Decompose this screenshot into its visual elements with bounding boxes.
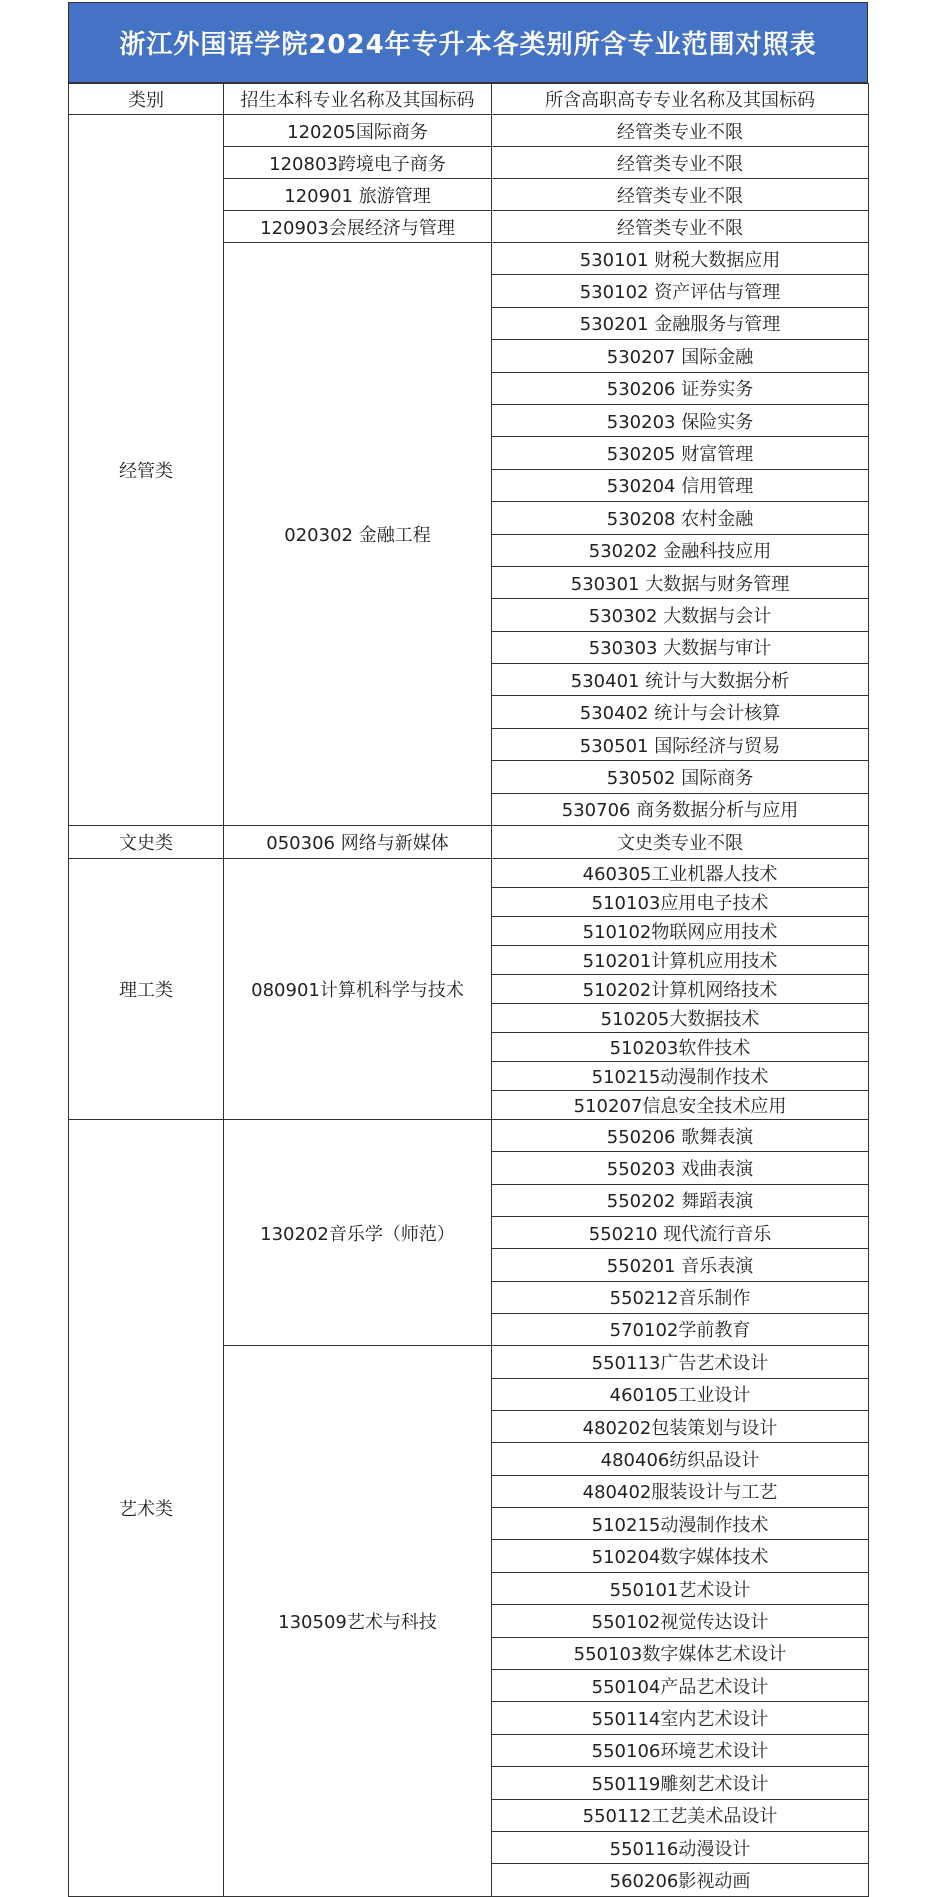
undergrad-major-cell: 130509艺术与科技 [224, 1346, 492, 1897]
vocational-major-cell: 550112工艺美术品设计 [492, 1799, 869, 1831]
major-table [68, 83, 869, 1897]
vocational-major-cell: 550101艺术设计 [492, 1572, 869, 1604]
vocational-major-cell: 530203 保险实务 [492, 404, 869, 436]
vocational-major-cell: 510202计算机网络技术 [492, 975, 869, 1004]
vocational-major-cell: 经管类专业不限 [492, 179, 869, 211]
header-category: 类别 [69, 84, 224, 115]
vocational-major-cell: 550116动漫设计 [492, 1831, 869, 1863]
category-cell: 经管类 [69, 115, 224, 826]
undergrad-major-cell: 120205国际商务 [224, 115, 492, 147]
vocational-major-cell: 570102学前教育 [492, 1313, 869, 1345]
vocational-major-cell: 530201 金融服务与管理 [492, 307, 869, 339]
vocational-major-cell: 530204 信用管理 [492, 469, 869, 501]
vocational-major-cell: 510205大数据技术 [492, 1004, 869, 1033]
vocational-major-cell: 460105工业设计 [492, 1378, 869, 1410]
vocational-major-cell: 530205 财富管理 [492, 437, 869, 469]
undergrad-major-cell: 120903会展经济与管理 [224, 211, 492, 243]
vocational-major-cell: 510103应用电子技术 [492, 888, 869, 917]
undergrad-major-cell: 020302 金融工程 [224, 243, 492, 826]
vocational-major-cell: 510207信息安全技术应用 [492, 1091, 869, 1120]
table-title: 浙江外国语学院2024年专升本各类别所含专业范围对照表 [68, 2, 868, 83]
vocational-major-cell: 530202 金融科技应用 [492, 534, 869, 566]
table-body [69, 115, 869, 1897]
category-cell: 理工类 [69, 859, 224, 1120]
header-vocational-majors: 所含高职高专专业名称及其国标码 [492, 84, 869, 115]
document [68, 2, 868, 1897]
vocational-major-cell: 530706 商务数据分析与应用 [492, 793, 869, 825]
vocational-major-cell: 550119雕刻艺术设计 [492, 1767, 869, 1799]
vocational-major-cell: 560206影视动画 [492, 1864, 869, 1896]
vocational-major-cell: 550103数字媒体艺术设计 [492, 1637, 869, 1669]
vocational-major-cell: 550206 歌舞表演 [492, 1120, 869, 1152]
header-undergrad-major: 招生本科专业名称及其国标码 [224, 84, 492, 115]
table-row [69, 826, 869, 859]
vocational-major-cell: 460305工业机器人技术 [492, 859, 869, 888]
vocational-major-cell: 530206 证券实务 [492, 372, 869, 404]
undergrad-major-cell: 050306 网络与新媒体 [224, 826, 492, 859]
vocational-major-cell: 550113广告艺术设计 [492, 1346, 869, 1378]
vocational-major-cell: 530301 大数据与财务管理 [492, 566, 869, 598]
vocational-major-cell: 550201 音乐表演 [492, 1249, 869, 1281]
vocational-major-cell: 550212音乐制作 [492, 1281, 869, 1313]
undergrad-major-cell: 130202音乐学（师范） [224, 1120, 492, 1346]
vocational-major-cell: 480406纺织品设计 [492, 1443, 869, 1475]
undergrad-major-cell: 080901计算机科学与技术 [224, 859, 492, 1120]
vocational-major-cell: 550203 戏曲表演 [492, 1152, 869, 1184]
vocational-major-cell: 530101 财税大数据应用 [492, 243, 869, 275]
table-row [69, 115, 869, 147]
vocational-major-cell: 经管类专业不限 [492, 115, 869, 147]
vocational-major-cell: 530303 大数据与审计 [492, 631, 869, 663]
category-cell: 艺术类 [69, 1120, 224, 1897]
vocational-major-cell: 550106环境艺术设计 [492, 1734, 869, 1766]
category-cell: 文史类 [69, 826, 224, 859]
vocational-major-cell: 510215动漫制作技术 [492, 1062, 869, 1091]
vocational-major-cell: 文史类专业不限 [492, 826, 869, 859]
vocational-major-cell: 530208 农村金融 [492, 502, 869, 534]
vocational-major-cell: 480402服装设计与工艺 [492, 1475, 869, 1507]
undergrad-major-cell: 120803跨境电子商务 [224, 147, 492, 179]
table-row [69, 1120, 869, 1152]
vocational-major-cell: 530102 资产评估与管理 [492, 275, 869, 307]
vocational-major-cell: 510215动漫制作技术 [492, 1508, 869, 1540]
vocational-major-cell: 530207 国际金融 [492, 340, 869, 372]
vocational-major-cell: 550114室内艺术设计 [492, 1702, 869, 1734]
table-row [69, 859, 869, 888]
header-row [69, 84, 869, 115]
vocational-major-cell: 510102物联网应用技术 [492, 917, 869, 946]
vocational-major-cell: 550104产品艺术设计 [492, 1670, 869, 1702]
vocational-major-cell: 550102视觉传达设计 [492, 1605, 869, 1637]
vocational-major-cell: 530502 国际商务 [492, 761, 869, 793]
vocational-major-cell: 550202 舞蹈表演 [492, 1184, 869, 1216]
vocational-major-cell: 530401 统计与大数据分析 [492, 664, 869, 696]
vocational-major-cell: 经管类专业不限 [492, 147, 869, 179]
vocational-major-cell: 经管类专业不限 [492, 211, 869, 243]
vocational-major-cell: 510204数字媒体技术 [492, 1540, 869, 1572]
vocational-major-cell: 530501 国际经济与贸易 [492, 728, 869, 760]
vocational-major-cell: 530402 统计与会计核算 [492, 696, 869, 728]
undergrad-major-cell: 120901 旅游管理 [224, 179, 492, 211]
vocational-major-cell: 510201计算机应用技术 [492, 946, 869, 975]
vocational-major-cell: 480202包装策划与设计 [492, 1410, 869, 1442]
vocational-major-cell: 510203软件技术 [492, 1033, 869, 1062]
vocational-major-cell: 530302 大数据与会计 [492, 599, 869, 631]
vocational-major-cell: 550210 现代流行音乐 [492, 1216, 869, 1248]
